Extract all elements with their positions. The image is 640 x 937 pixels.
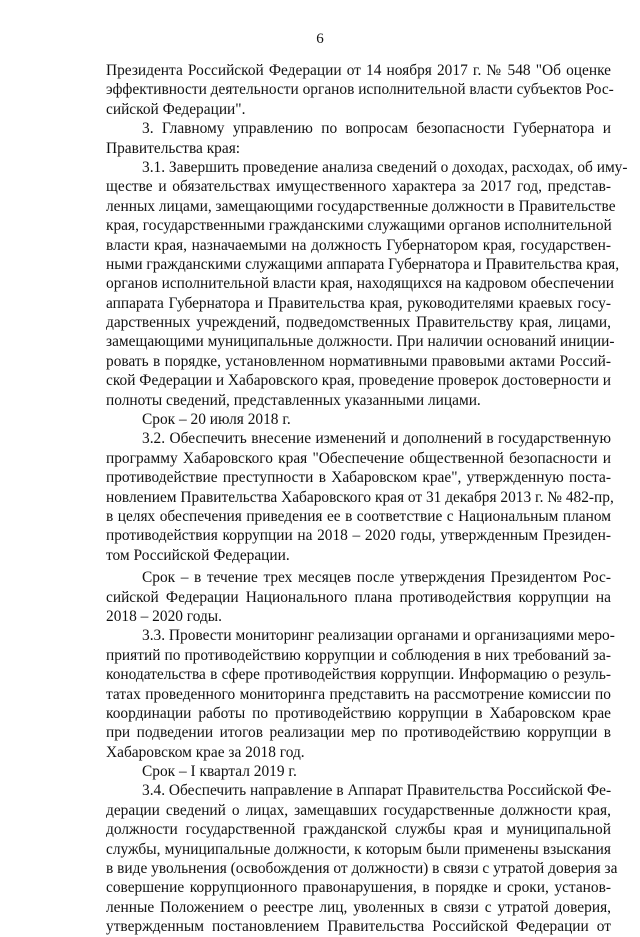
text-line: ществе и обязательствах имущественного характера за 2017 год, представ-: [106, 178, 611, 196]
text-line: службы, муниципальные должности, к которым были применены взыскания: [106, 840, 611, 858]
text-line: ленные Положением о реестре лиц, уволенных в связи с утратой доверия,: [106, 898, 611, 916]
text-line: органов исполнительной власти края, находящихся на кадровом обеспечении: [106, 275, 614, 293]
text-line: программу Хабаровского края "Обеспечение общественной безопасности и: [106, 449, 611, 467]
text-line: Хабаровском крае за 2018 год.: [106, 743, 305, 761]
text-line: Президента Российской Федерации от 14 ноября 2017 г. № 548 "Об оценке: [106, 62, 611, 79]
text-line: Срок – 20 июля 2018 г.: [142, 411, 291, 429]
text-line: 3. Главному управлению по вопросам безопасности Губернатора и: [142, 120, 611, 138]
text-line: полноты сведений, представленных указанными лицами.: [106, 391, 481, 409]
text-line: 3.2. Обеспечить внесение изменений и дополнений в государственную: [142, 430, 611, 448]
text-line: координации работы по противодействию коррупции в Хабаровском крае: [106, 704, 611, 722]
text-line: ленных лицами, замещающими государственные должности в Правительстве: [106, 197, 616, 215]
text-line: ровать в порядке, установленном нормативными правовыми актами Россий-: [106, 352, 611, 370]
text-line: эффективности деятельности органов исполнительной власти субъектов Рос-: [106, 81, 614, 99]
text-line: 3.4. Обеспечить направление в Аппарат Правительства Российской Фе-: [142, 782, 612, 800]
text-line: Правительства края:: [106, 139, 241, 157]
text-line: дерации сведений о лицах, замещавших государственные должности края,: [106, 801, 611, 819]
text-line: должности государственной гражданской службы края и муниципальной: [106, 821, 611, 839]
text-line: сийской Федерации".: [106, 100, 246, 118]
page-number: 6: [316, 31, 324, 47]
text-line: края, государственными гражданскими служащими органов исполнительной: [106, 217, 612, 235]
text-line: приятий по противодействию коррупции и соблюдения в них требований за-: [106, 646, 611, 664]
text-line: в виде увольнения (освобождения от должности) в связи с утратой доверия за: [106, 860, 618, 878]
text-line: утвержденным постановлением Правительства Российской Федерации от: [106, 918, 611, 936]
text-line: 3.3. Провести мониторинг реализации органами и организациями меро-: [142, 627, 615, 645]
text-line: Срок – в течение трех месяцев после утверждения Президентом Рос-: [142, 569, 611, 587]
text-line: при подведении итогов реализации мер по противодействию коррупции в: [106, 724, 611, 742]
text-line: дарственных учреждений, подведомственных Правительству края, лицами,: [106, 314, 611, 332]
text-line: власти края, назначаемыми на должность Губернатором края, государствен-: [106, 236, 611, 254]
text-line: 3.1. Завершить проведение анализа сведений о доходах, расходах, об иму-: [142, 158, 628, 176]
text-line: ными гражданскими служащими аппарата Губернатора и Правительства края,: [106, 255, 620, 273]
text-line: аппарата Губернатора и Правительства края, руководителями краевых госу-: [106, 294, 611, 312]
text-line: ской Федерации и Хабаровского края, проведение проверок достоверности и: [106, 372, 612, 390]
text-line: конодательства в сфере противодействия коррупции. Информацию о резуль-: [106, 666, 611, 684]
document-body: [106, 61, 628, 937]
text-line: совершение коррупционного правонарушения, в порядке и сроки, установ-: [106, 879, 611, 897]
text-line: новлением Правительства Хабаровского края от 31 декабря 2013 г. № 482-пр,: [106, 488, 614, 506]
text-line: противодействия коррупции на 2018 – 2020 годы, утвержденным Президен-: [106, 527, 611, 545]
text-line: Срок – I квартал 2019 г.: [142, 763, 297, 781]
text-line: сийской Федерации Национального плана противодействия коррупции на: [106, 588, 611, 606]
text-line: том Российской Федерации.: [106, 546, 290, 564]
text-line: татах проведенного мониторинга представить на рассмотрение комиссии по: [106, 685, 611, 703]
text-line: замещающими муниципальные должности. При наличии оснований иниции-: [106, 333, 615, 351]
text-line: противодействие преступности в Хабаровском крае", утвержденную поста-: [106, 469, 611, 487]
text-line: в целях обеспечения приведения ее в соответствие с Национальным планом: [106, 507, 611, 525]
text-line: 2018 – 2020 годы.: [106, 607, 223, 625]
